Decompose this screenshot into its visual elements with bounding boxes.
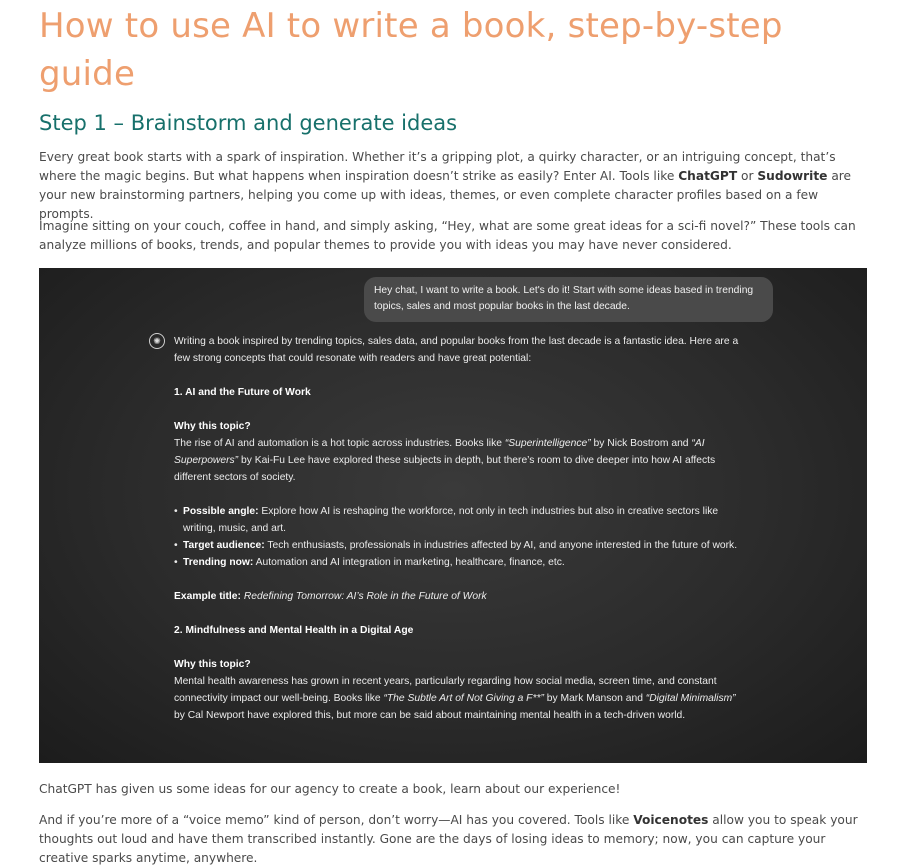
bullet-label: Possible angle: <box>183 506 259 517</box>
voice-text-b: allow you to speak your thoughts out loud and have them transcribed instantly. Gone are the days of losing ideas to memory; now, you can capture your creative sparks anytime, anywhere. <box>39 813 858 865</box>
list-item <box>174 503 744 537</box>
assistant-reply <box>174 333 744 724</box>
idea2-heading: 2. Mindfulness and Mental Health in a Digital Age <box>174 625 414 636</box>
user-message-bubble: Hey chat, I want to write a book. Let's do it! Start with some ideas based in trending topics, sales and most popular books in the last decade. <box>364 277 773 322</box>
intro-paragraph <box>39 148 867 224</box>
voice-memo-paragraph <box>39 811 867 868</box>
bullet-text: Tech enthusiasts, professionals in industries affected by AI, and anyone interested in the future of work. <box>264 540 738 551</box>
sudowrite-mention: Sudowrite <box>757 169 828 183</box>
bullet-label: Target audience: <box>183 540 265 551</box>
book-subtle-art: “The Subtle Art of Not Giving a F**” <box>383 693 544 704</box>
idea2-why-label: Why this topic? <box>174 659 251 670</box>
bullet-label: Trending now: <box>183 557 254 568</box>
intro-text-a: Every great book starts with a spark of inspiration. Whether it’s a gripping plot, a quirky character, or an intriguing concept, that’s where the magic begins. But what happens when inspiration doesn’t strike as easily? Enter AI. Tools like <box>39 150 836 183</box>
idea1-bullet-list <box>174 503 744 571</box>
intro-text-c: are your new brainstorming partners, helping you come up with ideas, themes, or even complete character profiles based on a few prompts. <box>39 169 852 221</box>
example-title: Redefining Tomorrow: AI’s Role in the Future of Work <box>243 591 487 602</box>
chatgpt-mention: ChatGPT <box>678 169 738 183</box>
idea2-why-a: Mental health awareness has grown in recent years, particularly regarding how social media, screen time, and constant connectivity impact our well-being. Books like <box>174 676 717 704</box>
chatgpt-screenshot <box>39 268 867 763</box>
idea2-why-c: by Cal Newport have explored this, but more can be said about maintaining mental health in a tech-driven world. <box>174 710 686 721</box>
agency-paragraph: ChatGPT has given us some ideas for our agency to create a book, learn about our experience! <box>39 782 621 796</box>
openai-logo-icon: ✺ <box>149 333 165 349</box>
voicenotes-mention: Voicenotes <box>633 813 709 827</box>
voice-text-a: And if you’re more of a “voice memo” kind of person, don’t worry—AI has you covered. Tools like <box>39 813 634 827</box>
idea1-why-b: by Nick Bostrom and <box>590 438 692 449</box>
imagine-paragraph: Imagine sitting on your couch, coffee in hand, and simply asking, “Hey, what are some great ideas for a sci-fi novel?” These tools can analyze millions of books, trends, and popular themes to provide you with ideas you may have never considered. <box>39 219 856 252</box>
book-digital-minimalism: “Digital Minimalism” <box>645 693 736 704</box>
bullet-text: Explore how AI is reshaping the workforce, not only in tech industries but also in creative sectors like writing, music, and art. <box>183 506 719 534</box>
idea1-why-label: Why this topic? <box>174 421 251 432</box>
book-ai-superpowers: “AI Superpowers” <box>174 438 705 466</box>
idea1-heading: 1. AI and the Future of Work <box>174 387 311 398</box>
bullet-text: Automation and AI integration in marketing, healthcare, finance, etc. <box>253 557 565 568</box>
idea1-example <box>174 588 744 605</box>
idea2-why-text <box>174 673 744 724</box>
example-label: Example title: <box>174 591 241 602</box>
idea1-why-a: The rise of AI and automation is a hot topic across industries. Books like <box>174 438 505 449</box>
step1-heading: Step 1 – Brainstorm and generate ideas <box>39 111 458 135</box>
article-title: How to use AI to write a book, step-by-step guide <box>39 6 783 94</box>
book-superintelligence: “Superintelligence” <box>504 438 591 449</box>
list-item <box>174 537 744 554</box>
intro-text-b: or <box>737 169 758 183</box>
idea1-why-c: by Kai-Fu Lee have explored these subjects in depth, but there’s room to dive deeper into how AI affects different sectors of society. <box>174 455 716 483</box>
idea2-why-b: by Mark Manson and <box>543 693 646 704</box>
list-item <box>174 554 744 571</box>
reply-intro: Writing a book inspired by trending topics, sales data, and popular books from the last decade is a fantastic idea. Here are a few strong concepts that could resonate with readers and have great potential: <box>174 336 739 364</box>
idea1-why-text <box>174 435 744 486</box>
